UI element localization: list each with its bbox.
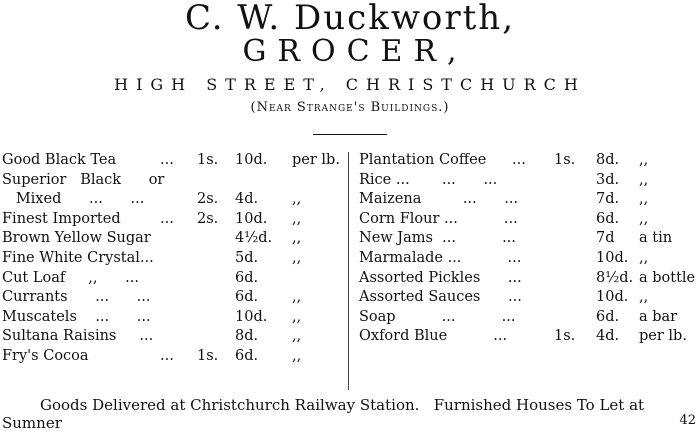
shop-trade: GROCER,	[242, 34, 468, 69]
right-item-item: Assorted Pickles ...	[359, 269, 522, 286]
right-item-dots: ...	[512, 152, 526, 168]
left-item-row	[2, 230, 342, 250]
right-item-unit: a bar	[639, 308, 678, 325]
right-item-item: Corn Flour ... ...	[359, 210, 518, 227]
right-item-row	[359, 172, 700, 192]
left-item-pence: 10d.	[235, 210, 268, 227]
right-item-price: 10d.	[596, 249, 629, 266]
left-item-row	[2, 328, 342, 348]
left-item-unit: ,,	[292, 210, 302, 227]
left-item-row	[2, 348, 342, 368]
column-divider	[348, 152, 349, 390]
right-item-price: 3d.	[596, 171, 620, 188]
left-item-item: Fry's Cocoa	[2, 347, 89, 364]
right-item-unit: ,,	[639, 152, 649, 168]
left-item-item: Mixed ... ...	[2, 191, 145, 208]
left-item-shillings: 2s.	[197, 210, 219, 227]
left-item-item: Fine White Crystal...	[2, 249, 154, 266]
left-item-unit: ,,	[292, 289, 302, 306]
right-item-price: 8½d.	[596, 269, 634, 286]
footer-location: Sumner	[2, 414, 62, 432]
right-item-unit: ,,	[639, 289, 649, 306]
right-item-unit: a tin	[639, 230, 673, 247]
right-item-price: 6d.	[596, 308, 620, 325]
left-item-unit: ,,	[292, 347, 302, 364]
right-item-price: 8d.	[596, 152, 620, 168]
left-item-item: Good Black Tea	[2, 152, 117, 168]
shop-name: C. W. Duckworth,	[184, 0, 516, 38]
left-item-item: Brown Yellow Sugar	[2, 230, 151, 247]
right-item-row	[359, 211, 700, 231]
right-item-row	[359, 191, 700, 211]
left-item-row	[2, 250, 342, 270]
right-item-item: Soap ... ...	[359, 308, 516, 325]
left-item-pence: 6d.	[235, 347, 259, 364]
left-item-unit: per lb.	[292, 152, 340, 168]
left-item-item: Superior Black or	[2, 171, 165, 188]
left-item-row	[2, 309, 342, 329]
left-item-unit: ,,	[292, 230, 302, 247]
left-item-unit: ,,	[292, 191, 302, 208]
right-item-price: 7d	[596, 230, 615, 247]
right-item-shillings: 1s.	[554, 328, 576, 345]
right-item-row	[359, 328, 700, 348]
left-item-pence: 4d.	[235, 191, 259, 208]
right-item-item: Oxford Blue ...	[359, 328, 508, 345]
header-divider	[313, 134, 387, 135]
right-item-item: Marmalade ... ...	[359, 249, 522, 266]
right-item-shillings: 1s.	[554, 152, 576, 168]
left-item-pence: 8d.	[235, 328, 259, 345]
right-item-price: 7d.	[596, 191, 620, 208]
right-item-price: 4d.	[596, 328, 620, 345]
right-item-row	[359, 250, 700, 270]
right-item-unit: ,,	[639, 191, 649, 208]
left-item-row	[2, 211, 342, 231]
left-item-unit: ,,	[292, 328, 302, 345]
right-item-price: 6d.	[596, 210, 620, 227]
right-item-unit: ,,	[639, 210, 649, 227]
right-item-item: Rice ... ... ...	[359, 171, 498, 188]
left-item-item: Muscatels ... ...	[2, 308, 151, 325]
left-item-dots: ...	[160, 152, 174, 168]
right-item-item: New Jams ... ...	[359, 230, 516, 247]
left-item-shillings: 1s.	[197, 347, 219, 364]
left-item-dots: ...	[160, 347, 174, 364]
left-item-shillings: 1s.	[197, 152, 219, 168]
footer-delivery-note: Goods Delivered at Christchurch Railway Station. Furnished Houses To Let at	[40, 396, 645, 414]
left-item-pence: 10d.	[235, 308, 268, 325]
left-item-shillings: 2s.	[197, 191, 219, 208]
left-item-dots: ...	[160, 210, 174, 227]
shop-location-note: (Near Strange's Buildings.)	[250, 100, 450, 115]
right-item-unit: ,,	[639, 249, 649, 266]
right-item-item: Maizena ... ...	[359, 191, 519, 208]
right-item-unit: per lb.	[639, 328, 687, 345]
right-item-row	[359, 152, 700, 172]
page-number: 42	[679, 413, 696, 428]
left-item-row	[2, 289, 342, 309]
right-item-price: 10d.	[596, 289, 629, 306]
left-item-row	[2, 270, 342, 290]
left-item-pence: 4½d.	[235, 230, 273, 247]
left-item-pence: 10d.	[235, 152, 268, 168]
left-item-item: Finest Imported	[2, 210, 121, 227]
right-item-unit: a bottle	[639, 269, 696, 286]
left-item-unit: ,,	[292, 249, 302, 266]
left-item-row	[2, 172, 342, 192]
left-item-row	[2, 191, 342, 211]
left-item-item: Sultana Raisins ...	[2, 328, 154, 345]
right-item-item: Plantation Coffee	[359, 152, 487, 168]
left-item-item: Cut Loaf ,, ...	[2, 269, 139, 286]
left-item-pence: 6d.	[235, 289, 259, 306]
left-item-unit: ,,	[292, 308, 302, 325]
right-item-row	[359, 289, 700, 309]
right-item-row	[359, 270, 700, 290]
shop-address: HIGH STREET, CHRISTCHURCH	[114, 75, 586, 94]
left-item-pence: 6d.	[235, 269, 259, 286]
right-item-unit: ,,	[639, 171, 649, 188]
left-item-item: Currants ... ...	[2, 289, 151, 306]
price-list-left	[2, 152, 342, 368]
right-item-row	[359, 309, 700, 329]
right-item-row	[359, 230, 700, 250]
right-item-item: Assorted Sauces ...	[359, 289, 522, 306]
price-list-right	[359, 152, 700, 348]
left-item-pence: 5d.	[235, 249, 259, 266]
left-item-row	[2, 152, 342, 172]
